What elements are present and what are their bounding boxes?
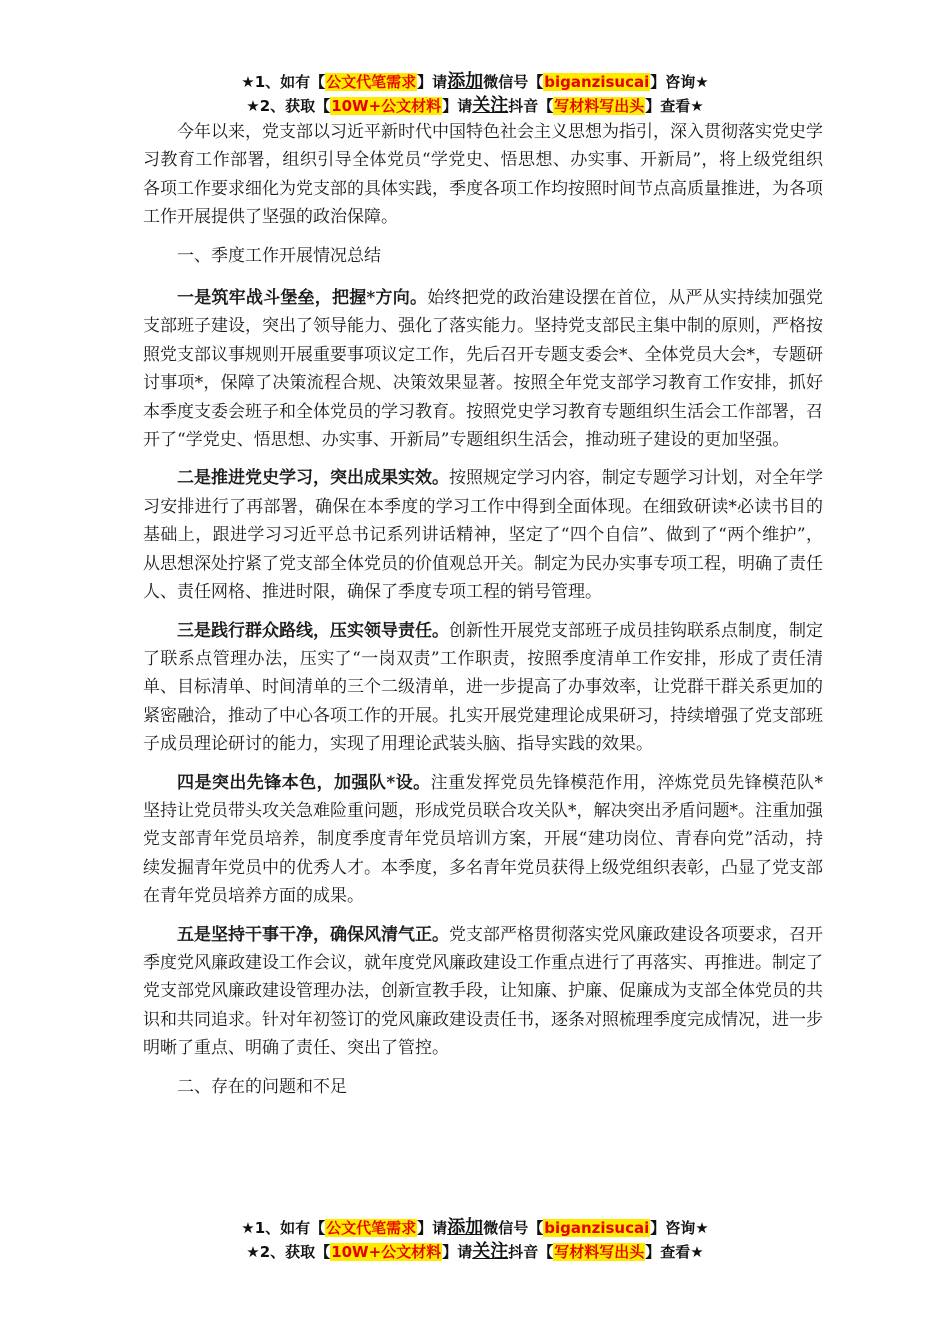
item-body: 党支部严格贯彻落实党风廉政建设各项要求，召开季度党风廉政建设工作会议，就年度党风廉政建设工作重点进行了再落实、再推进。制定了党支部党风廉政建设管理办法，创新宣教手段，让知廉、护廉、促廉成为支部全体党员的共识和共同追求。针对年初签订的党风廉政建设责任书，逐条对照梳理季度完成情况，进一步明晰了重点、明确了责任、突出了管控。 [143, 924, 823, 1059]
promo-emphasis: 关注 [472, 95, 509, 116]
item-body: 创新性开展党支部班子成员挂钩联系点制度，制定了联系点管理办法，压实了“一岗双责”工作职责，按照季度清单工作安排，形成了责任清单、目标清单、时间清单的三个二级清单，进一步提高了办事效率，让党群干群关系更加的紧密融洽，推动了中心各项工作的开展。扎实开展党建理论成果研习，持续增强了党支部班子成员理论研讨的能力，实现了用理论武装头脑、指导实践的效果。 [143, 620, 823, 755]
work-item-paragraph [143, 769, 823, 911]
promo-line-2 [0, 1240, 950, 1264]
work-item-paragraph [143, 464, 823, 606]
promo-text: 】查看★ [645, 97, 704, 115]
section-heading-2: 二、存在的问题和不足 [177, 1076, 347, 1097]
item-body: 始终把党的政治建设摆在首位，从严从实持续加强党支部班子建设，突出了领导能力、强化了落实能力。坚持党支部民主集中制的原则，严格按照党支部议事规则开展重要事项议定工作，先后召开专题支委会*、全体党员大会*，专题研讨事项*，保障了决策流程合规、决策效果显著。按照全年党支部学习教育工作安排，抓好本季度支委会班子和全体党员的学习教育。按照党史学习教育专题组织生活会工作部署，召开了“学党史、悟思想、办实事、开新局”专题组织生活会，推动班子建设的更加坚强。 [143, 288, 824, 451]
section-heading-1: 一、季度工作开展情况总结 [177, 245, 381, 266]
document-body [143, 118, 823, 1115]
promo-text: 】请 [442, 1243, 473, 1261]
promo-text: 】请 [417, 73, 448, 91]
promo-highlight: 公文代笔需求 [326, 1219, 417, 1237]
promo-banner-bottom [0, 1216, 950, 1264]
promo-highlight: 公文代笔需求 [326, 73, 417, 91]
work-item-paragraph [143, 284, 823, 454]
promo-text: 】查看★ [645, 1243, 704, 1261]
promo-emphasis: 添加 [447, 71, 484, 92]
promo-line-1 [0, 70, 950, 94]
promo-emphasis: 关注 [472, 1241, 509, 1262]
promo-text: 】请 [442, 97, 473, 115]
promo-text: ★1、如有【 [241, 1219, 326, 1237]
promo-text: ★2、获取【 [246, 1243, 331, 1261]
work-item-paragraph [143, 921, 823, 1063]
promo-line-2 [0, 94, 950, 118]
promo-douyin-id: 写材料写出头 [554, 97, 645, 115]
item-lead: 三是践行群众路线，压实领导责任。 [177, 620, 449, 641]
work-item-paragraph [143, 617, 823, 759]
promo-highlight: 10W+公文材料 [331, 1243, 442, 1261]
promo-line-1 [0, 1216, 950, 1240]
promo-douyin-id: 写材料写出头 [554, 1243, 645, 1261]
item-lead: 五是坚持干事干净，确保风清气正。 [177, 924, 449, 945]
item-lead: 二是推进党史学习，突出成果实效。 [177, 468, 449, 489]
promo-emphasis: 添加 [447, 1217, 484, 1238]
promo-wechat-id: biganzisucai [544, 73, 650, 91]
promo-banner-top [0, 70, 950, 118]
promo-text: ★1、如有【 [241, 73, 326, 91]
promo-text: 微信号【 [483, 1219, 544, 1237]
item-lead: 一是筑牢战斗堡垒，把握*方向。 [177, 288, 428, 309]
promo-wechat-id: biganzisucai [544, 1219, 650, 1237]
promo-text: 抖音【 [508, 1243, 554, 1261]
item-lead: 四是突出先锋本色，加强队*设。 [177, 772, 431, 793]
promo-text: 抖音【 [508, 97, 554, 115]
promo-text: 】咨询★ [650, 73, 709, 91]
promo-text: 微信号【 [483, 73, 544, 91]
intro-paragraph: 今年以来，党支部以习近平新时代中国特色社会主义思想为指引，深入贯彻落实党史学习教育工作部署，组织引导全体党员“学党史、悟思想、办实事、开新局”，将上级党组织各项工作要求细化为党支部的具体实践，季度各项工作均按照时间节点高质量推进，为各项工作开展提供了坚强的政治保障。 [143, 122, 823, 228]
promo-text: 】咨询★ [650, 1219, 709, 1237]
item-body: 按照规定学习内容，制定专题学习计划，对全年学习安排进行了再部署，确保在本季度的学习工作中得到全面体现。在细致研读*必读书目的基础上，跟进学习习近平总书记系列讲话精神，坚定了“四个自信”、做到了“两个维护”，从思想深处拧紧了党支部全体党员的价值观总开关。制定为民办实事专项工程，明确了责任人、责任网格、推进时限，确保了季度专项工程的销号管理。 [143, 468, 823, 603]
promo-highlight: 10W+公文材料 [331, 97, 442, 115]
promo-text: 】请 [417, 1219, 448, 1237]
item-body: 注重发挥党员先锋模范作用，淬炼党员先锋模范队*坚持让党员带头攻关急难险重问题，形成党员联合攻关队*，解决突出矛盾问题*。注重加强党支部青年党员培养，制度季度青年党员培训方案，开展“建功岗位、青春向党”活动，持续发掘青年党员中的优秀人才。本季度，多名青年党员获得上级党组织表彰，凸显了党支部在青年党员培养方面的成果。 [143, 772, 823, 907]
promo-text: ★2、获取【 [246, 97, 331, 115]
